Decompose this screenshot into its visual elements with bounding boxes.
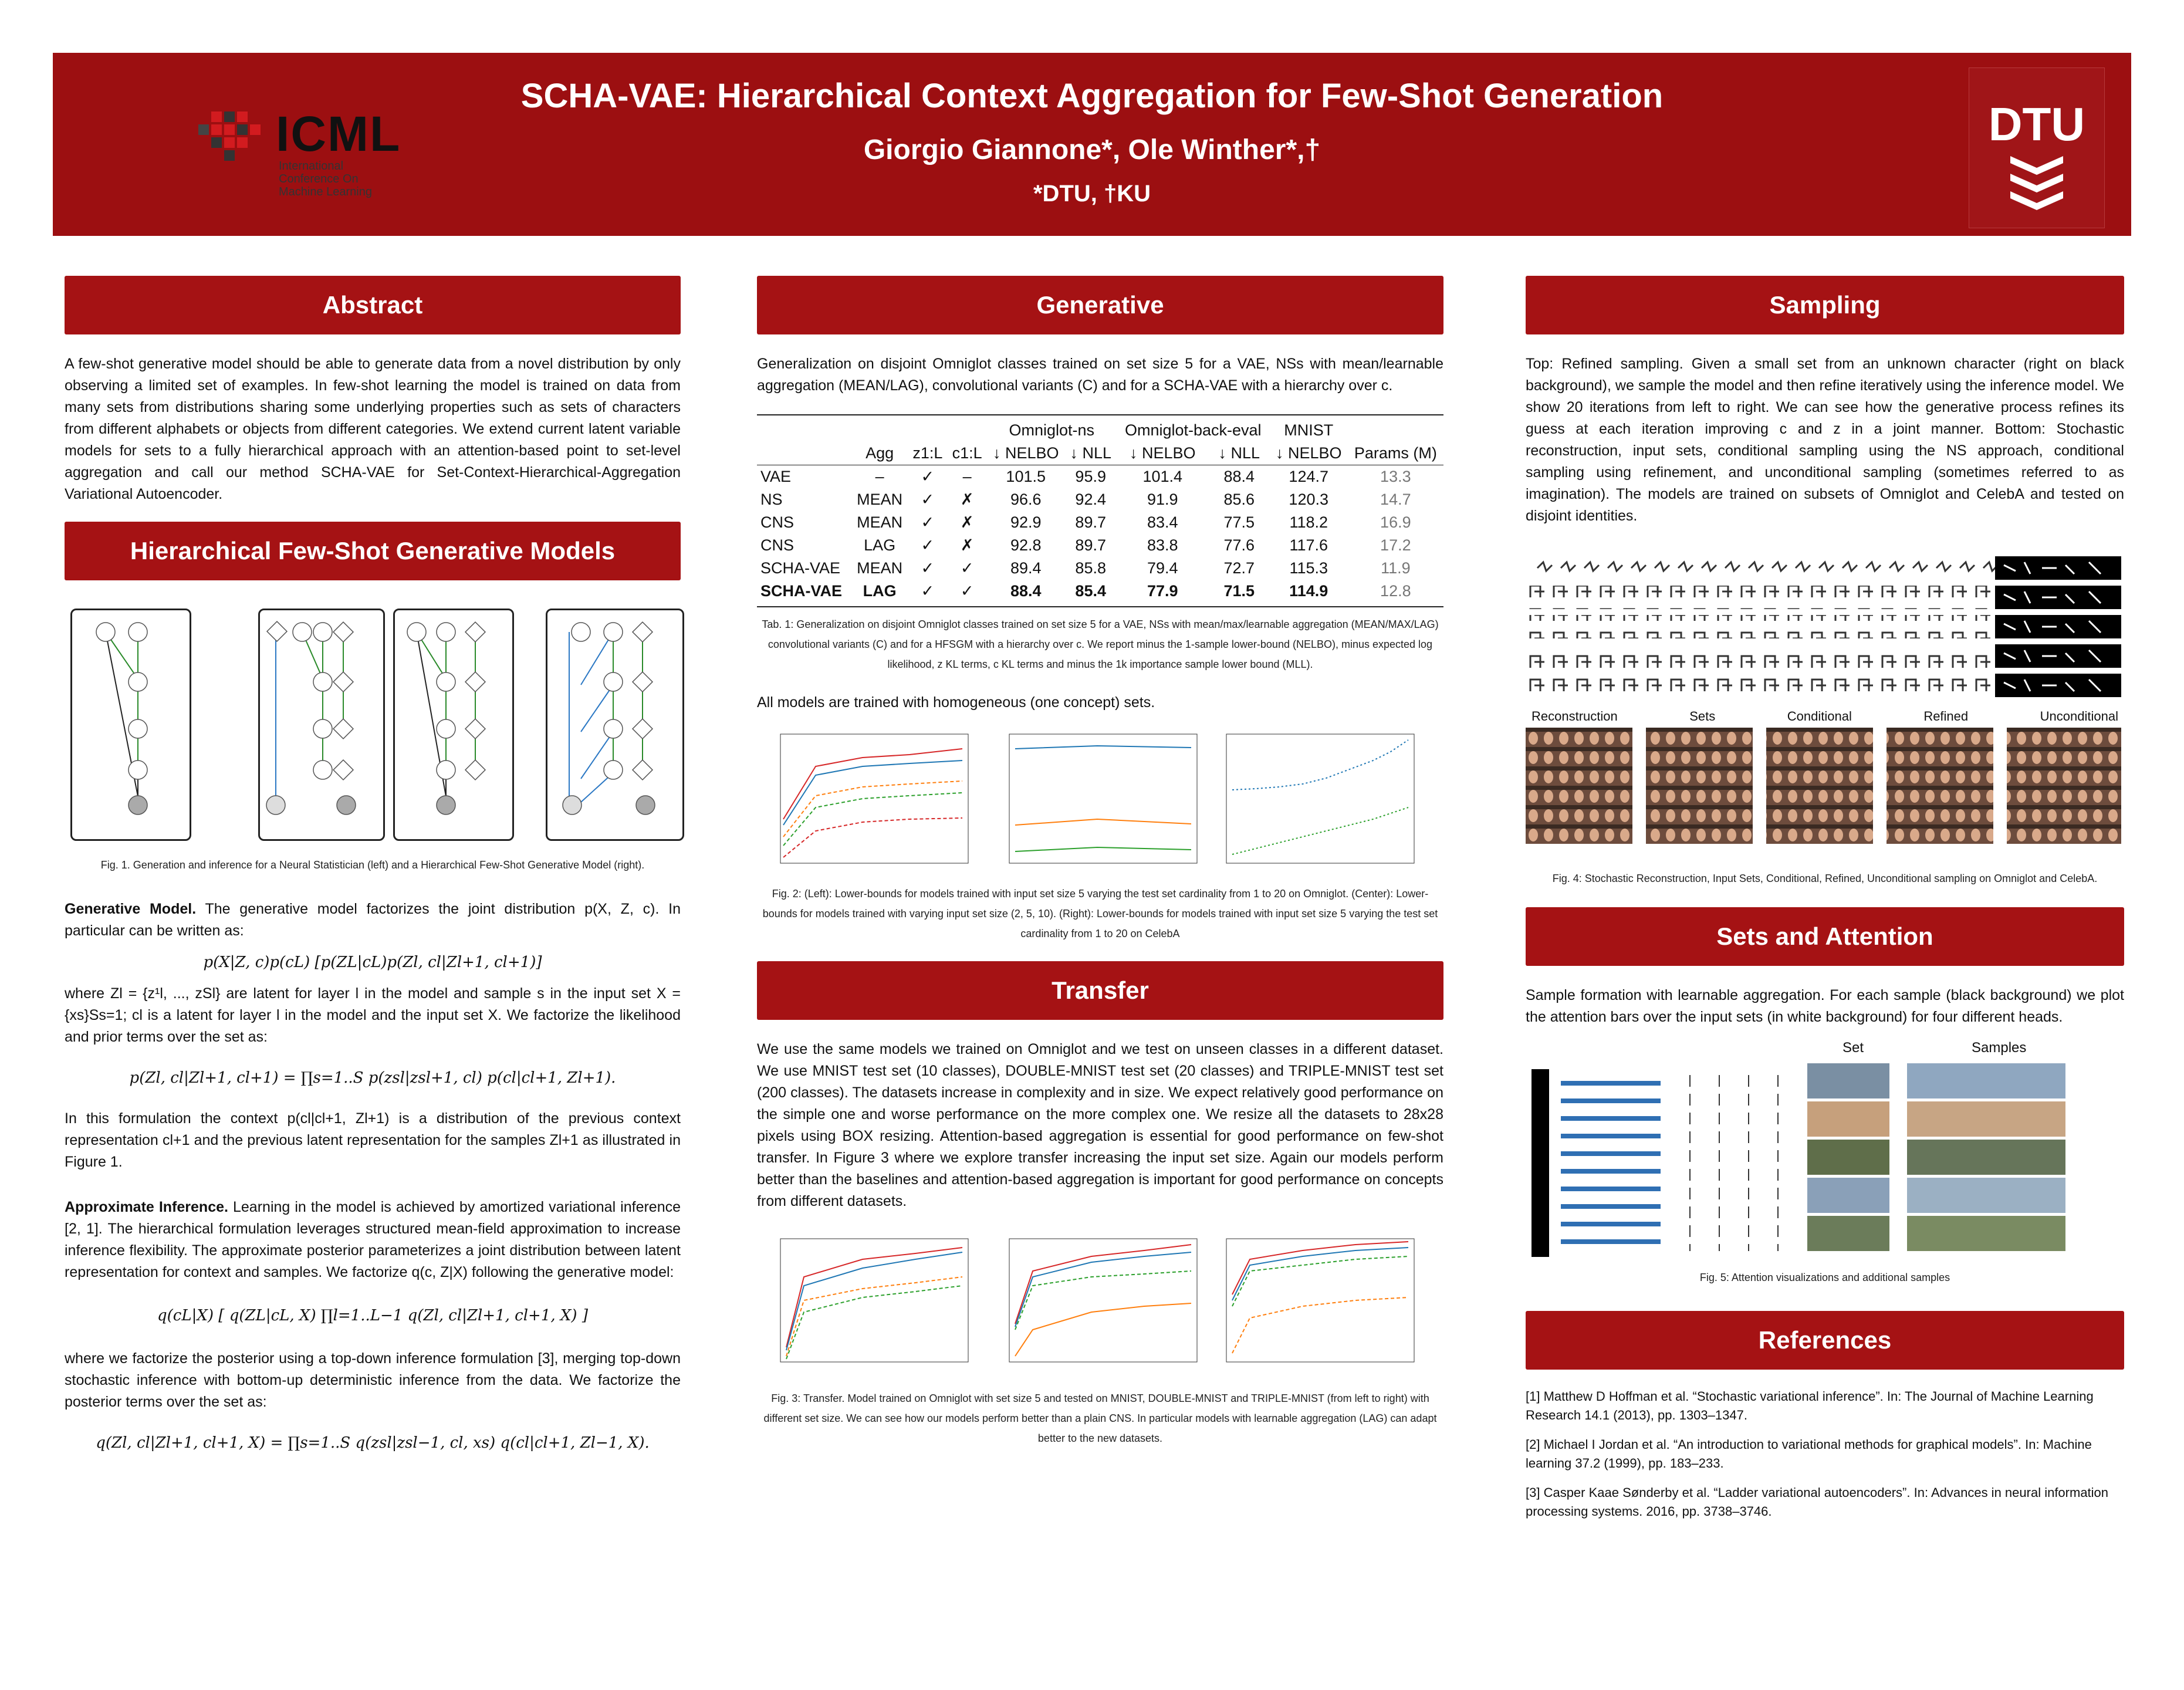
references-header: References [1526, 1311, 2124, 1370]
label-reconstruction: Reconstruction [1531, 709, 1618, 724]
transfer-header: Transfer [757, 961, 1443, 1020]
table-cell: 114.9 [1289, 582, 1328, 600]
sets-attention-text: Sample formation with learnable aggregation. For each sample (black background) we plot the attention bars over the input sets (in white background) for four different heads. [1526, 987, 2124, 1025]
table-row [757, 534, 1443, 557]
table-row [757, 488, 1443, 511]
references-list [1526, 1387, 2124, 1521]
column-header: c1:L [952, 444, 982, 462]
table-row [757, 465, 1443, 489]
table-cell: 118.2 [1289, 513, 1328, 531]
table-cell: 101.5 [1006, 468, 1046, 485]
group-header: MNIST [1284, 421, 1334, 439]
table-cell: 89.7 [1075, 536, 1106, 554]
fig3-double-mnist-plot [1009, 1239, 1197, 1362]
table-cell: SCHA-VAE [760, 559, 841, 577]
abstract-text: A few-shot generative model should be able to generate data from a novel distribution by only observing a limited set of examples. In few-shot learning the model is trained on data from many sets from distributions sharing some underlying properties such as sets of characters from different alphabets or objects from different categories. We extend current latent variable models for sets to a fully hierarchical approach with an attention-based point to set-level aggregation and call our method SCHA-VAE for Set-Context-Hierarchical-Aggregation Variational Autoencoder. [65, 356, 681, 502]
table-cell: 88.4 [1010, 582, 1042, 600]
refined-omniglot-grid [1526, 556, 2124, 697]
table-cell: ✓ [921, 468, 935, 485]
fig2-left-plot [780, 734, 968, 863]
generative-model-text-2: where Zl = {z¹l, ..., zSl} are latent for layer l in the model and sample s in the input set X = {xs}Ss=1; cl is a latent for layer l in the model and the input set X. We factorize the likelihood and prior terms over the set as: [65, 985, 681, 1045]
table-cell: 11.9 [1381, 559, 1411, 577]
icml-subtitle: International Conference On Machine Learning [279, 160, 372, 198]
fig2-right-plot [1226, 734, 1414, 863]
abstract-header: Abstract [65, 276, 681, 334]
table-cell: 115.3 [1289, 559, 1328, 577]
table-1-caption: Tab. 1: Generalization on disjoint Omniglot classes trained on set size 5 for a VAE, NSs with mean/max/learnable aggregation (MEAN/MAX/LAG) convolutional variants (C) and for a HFSGM with a hierarchy over c. We report minus the 1-sample lower-bound (NELBO), minus expected log likelihood, z KL terms, c KL terms and minus the 1k importance sample lower bound (MLL). [762, 618, 1439, 670]
dtu-logo [1969, 67, 2105, 228]
results-table-wrapper [757, 414, 1443, 607]
fig3-mnist-plot [780, 1239, 968, 1362]
celeba-faces [1526, 728, 2124, 845]
table-cell: 92.9 [1010, 513, 1042, 531]
table-cell: 89.7 [1075, 513, 1106, 531]
celeba-grid-labels [1526, 709, 2124, 724]
homogeneous-note: All models are trained with homogeneous (one concept) sets. [757, 694, 1155, 711]
column-center [757, 276, 1443, 1448]
icml-wordmark: ICML [276, 106, 401, 161]
poster-affiliations: *DTU, †KU [1033, 181, 1151, 207]
figure-2 [757, 731, 1443, 878]
column-header: ↓ NLL [1070, 444, 1111, 462]
generative-intro: Generalization on disjoint Omniglot classes trained on set size 5 for a VAE, NSs with mean/learnable aggregation (MEAN/LAG), convolutional variants (C) and for a SCHA-VAE with a hierarchy over c. [757, 356, 1443, 394]
table-cell: 101.4 [1142, 468, 1183, 485]
figure-2-plots [757, 731, 1443, 878]
table-cell: 88.4 [1223, 468, 1255, 485]
table-cell: – [875, 468, 884, 485]
column-header: ↓ NLL [1218, 444, 1260, 462]
generative-model-text-3: In this formulation the context p(cl|cl+1, Zl+1) is a distribution of the previous context representation cl+1 and the previous latent representation for the samples Zl+1 as illustrated in Figure 1. [65, 1110, 681, 1170]
table-cell: LAG [863, 582, 897, 600]
table-cell: 117.6 [1289, 536, 1328, 554]
table-cell: 12.8 [1380, 582, 1411, 600]
table-cell: MEAN [857, 559, 903, 577]
equation-2: p(Zl, cl|Zl+1, cl+1) = ∏s=1..S p(zsl|zsl+1, cl) p(cl|cl+1, Zl+1). [129, 1069, 616, 1087]
table-cell: ✓ [921, 536, 935, 554]
table-cell: ✓ [921, 582, 935, 600]
table-cell: 83.8 [1147, 536, 1178, 554]
table-cell: 83.4 [1147, 513, 1178, 531]
table-cell: 89.4 [1010, 559, 1042, 577]
sampling-text: Top: Refined sampling. Given a small set from an unknown character (right on black background), we sample the model and then refine iteratively using the inference model. We show 20 iterations from left to right. We can see how the generative process refines its guess at each iteration improving c and z in a joint manner. Bottom: Stochastic reconstruction, input sets, conditional sampling using the NS approach, conditional sampling using refinement, and unconditional sampling (sometimes referred to as imagination). The models are trained on subsets of Omniglot and CelebA and tested on disjoint identities. [1526, 356, 2124, 524]
column-header: ↓ NELBO [1275, 444, 1342, 462]
table-cell: ✓ [921, 513, 935, 531]
reference-item: [1] Matthew D Hoffman et al. “Stochastic variational inference”. In: The Journal of Machine Learning Research 14.1 (2013), pp. 1303–1347. [1526, 1389, 2094, 1422]
approx-inference-text: Learning in the model is achieved by amortized variational inference [2, 1]. The hierarchical formulation leverages structured mean-field approximation to increase inference flexibility. The approximate posterior parameterizes a joint distribution between latent representation for context and samples. We factorize q(c, Z|X) following the generative model: [65, 1199, 681, 1280]
equation-4: q(Zl, cl|Zl+1, cl+1, X) = ∏s=1..S q(zsl|zsl−1, cl, xs) q(cl|cl+1, Zl−1, X). [96, 1434, 650, 1452]
table-row [757, 580, 1443, 603]
column-header: z1:L [912, 444, 943, 462]
table-cell: 95.9 [1075, 468, 1106, 485]
table-row [757, 511, 1443, 534]
table-cell: 124.7 [1289, 468, 1328, 485]
column-left [65, 276, 681, 1473]
transfer-text: We use the same models we trained on Omniglot and we test on unseen classes in a different dataset. We use MNIST test set (10 classes), DOUBLE-MNIST test set (20 classes) and TRIPLE-MNIST test set (200 classes). The datasets increase in complexity and in size. We expect relatively good performance on the simple one and worse performance on the more complex one. We resize all the datasets to 28x28 pixels using BOX resizing. Attention-based aggregation is essential for good performance on few-shot transfer. In Figure 3 where we explore transfer increasing the input set size. Again our models perform better than the baselines and attention-based aggregation is important for good performance on concepts from different datasets. [757, 1041, 1443, 1209]
figure-1-graph [65, 609, 687, 843]
table-cell: 14.7 [1380, 491, 1411, 508]
table-cell: 85.8 [1075, 559, 1106, 577]
poster-title: SCHA-VAE: Hierarchical Context Aggregation for Few-Shot Generation [520, 77, 1664, 115]
table-cell: ✗ [960, 513, 974, 531]
samples-label: Samples [1972, 1040, 2027, 1056]
reference-item: [3] Casper Kaae Sønderby et al. “Ladder variational autoencoders”. In: Advances in neural information processing systems. 2016, pp. 3738–3746. [1526, 1485, 2109, 1519]
table-cell: 72.7 [1223, 559, 1255, 577]
table-cell: 85.4 [1075, 582, 1106, 600]
table-cell: 16.9 [1380, 513, 1411, 531]
figure-3-plots [757, 1236, 1443, 1371]
table-cell: – [962, 468, 972, 485]
results-table [757, 419, 1443, 603]
figure-3 [757, 1236, 1443, 1371]
table-cell: ✓ [960, 582, 974, 600]
approx-inference-title: Approximate Inference. [65, 1199, 228, 1215]
figure-4-caption: Fig. 4: Stochastic Reconstruction, Input Sets, Conditional, Refined, Unconditional sampling on Omniglot and CelebA. [1552, 873, 2098, 884]
poster-authors: Giorgio Giannone*, Ole Winther*,† [863, 134, 1321, 165]
table-cell: MEAN [857, 513, 903, 531]
group-header: Omniglot-ns [1009, 421, 1095, 439]
figure-5 [1526, 1040, 2124, 1263]
column-header: Params (M) [1354, 444, 1437, 462]
column-right [1526, 276, 2124, 1532]
table-cell: 92.8 [1010, 536, 1042, 554]
table-cell: 120.3 [1289, 491, 1328, 508]
figure-2-caption: Fig. 2: (Left): Lower-bounds for models trained with input set size 5 varying the test set cardinality from 1 to 20 on Omniglot. (Center): Lower-bounds for models trained with varying input set size (2, 5, 10). (Right): Lower-bounds for models trained with input set size 5 varying the test set cardinality from 1 to 20 on CelebA [762, 888, 1438, 939]
celeba-face-grid [1526, 728, 2124, 845]
figure-1 [65, 609, 681, 843]
omniglot-rows [1526, 556, 2124, 697]
table-cell: SCHA-VAE [760, 582, 843, 600]
generative-model-text: The generative model factorizes the joint distribution p(X, Z, c). In particular can be written as: [65, 901, 681, 939]
figure-5-caption: Fig. 5: Attention visualizations and additional samples [1699, 1272, 1950, 1283]
table-cell: 92.4 [1075, 491, 1106, 508]
table-cell: 13.3 [1380, 468, 1411, 485]
attention-visualization [1526, 1040, 2124, 1263]
table-cell: 71.5 [1223, 582, 1255, 600]
figure-3-caption: Fig. 3: Transfer. Model trained on Omniglot with set size 5 and tested on MNIST, DOUBLE-MNIST and TRIPLE-MNIST (from left to right) with different set size. We can see how our models perform better than a plain CNS. In particular models with learnable aggregation (LAG) can adapt better to the new datasets. [763, 1392, 1437, 1444]
column-header: ↓ NELBO [992, 444, 1059, 462]
equation-3: q(cL|X) [ q(ZL|cL, X) ∏l=1..L−1 q(Zl, cl|Zl+1, cl+1, X) ] [157, 1307, 588, 1324]
label-refined: Refined [1923, 709, 1969, 724]
reference-item: [2] Michael I Jordan et al. “An introduction to variational methods for graphical models”. In: Machine learning 37.2 (1999), pp. 183–233. [1526, 1437, 2092, 1471]
sets-attention-header: Sets and Attention [1526, 907, 2124, 966]
table-cell: 77.9 [1147, 582, 1178, 600]
approx-inference-paragraph [65, 1196, 681, 1283]
table-cell: VAE [760, 468, 792, 485]
table-cell: ✓ [960, 559, 974, 577]
table-cell: 77.5 [1223, 513, 1255, 531]
approx-inference-text-2: where we factorize the posterior using a top-down inference formulation [3], merging top-down stochastic inference with bottom-up deterministic inference from the data. We factorize the posterior terms over the set as: [65, 1350, 681, 1410]
fig2-center-plot [1009, 734, 1197, 863]
table-group-header [757, 419, 1443, 442]
title-banner [53, 53, 2131, 236]
table-cell: 96.6 [1010, 491, 1042, 508]
table-column-header [757, 442, 1443, 465]
table-cell: 77.6 [1223, 536, 1255, 554]
fig3-triple-mnist-plot [1226, 1239, 1414, 1362]
label-unconditional: Unconditional [2040, 709, 2118, 724]
table-cell: ✗ [960, 491, 974, 508]
column-header: ↓ NELBO [1129, 444, 1196, 462]
table-cell: 17.2 [1380, 536, 1411, 554]
table-cell: 85.6 [1223, 491, 1255, 508]
generative-header: Generative [757, 276, 1443, 334]
table-cell: ✓ [921, 491, 935, 508]
label-conditional: Conditional [1787, 709, 1852, 724]
generative-model-paragraph [65, 898, 681, 942]
generative-model-title: Generative Model. [65, 901, 197, 917]
dtu-waves-icon [1969, 150, 2104, 221]
table-cell: NS [760, 491, 783, 508]
table-row [757, 557, 1443, 580]
group-header: Omniglot-back-eval [1124, 421, 1262, 439]
dtu-wordmark: DTU [1988, 98, 2085, 150]
figure-1-caption: Fig. 1. Generation and inference for a Neural Statistician (left) and a Hierarchical Few-Shot Generative Model (right). [100, 859, 645, 871]
equation-1: p(X|Z, c)p(cL) [p(ZL|cL)p(Zl, cl|Zl+1, cl+1)] [203, 954, 542, 971]
sampling-header: Sampling [1526, 276, 2124, 334]
label-sets: Sets [1689, 709, 1716, 724]
table-cell: ✓ [921, 559, 935, 577]
hierarchical-header: Hierarchical Few-Shot Generative Models [65, 522, 681, 580]
table-cell: 79.4 [1147, 559, 1178, 577]
table-cell: MEAN [857, 491, 903, 508]
table-cell: CNS [760, 536, 795, 554]
table-cell: LAG [864, 536, 896, 554]
table-cell: CNS [760, 513, 795, 531]
table-cell: ✗ [960, 536, 974, 554]
table-cell: 91.9 [1147, 491, 1178, 508]
column-header: Agg [866, 444, 894, 462]
set-label: Set [1842, 1040, 1864, 1056]
